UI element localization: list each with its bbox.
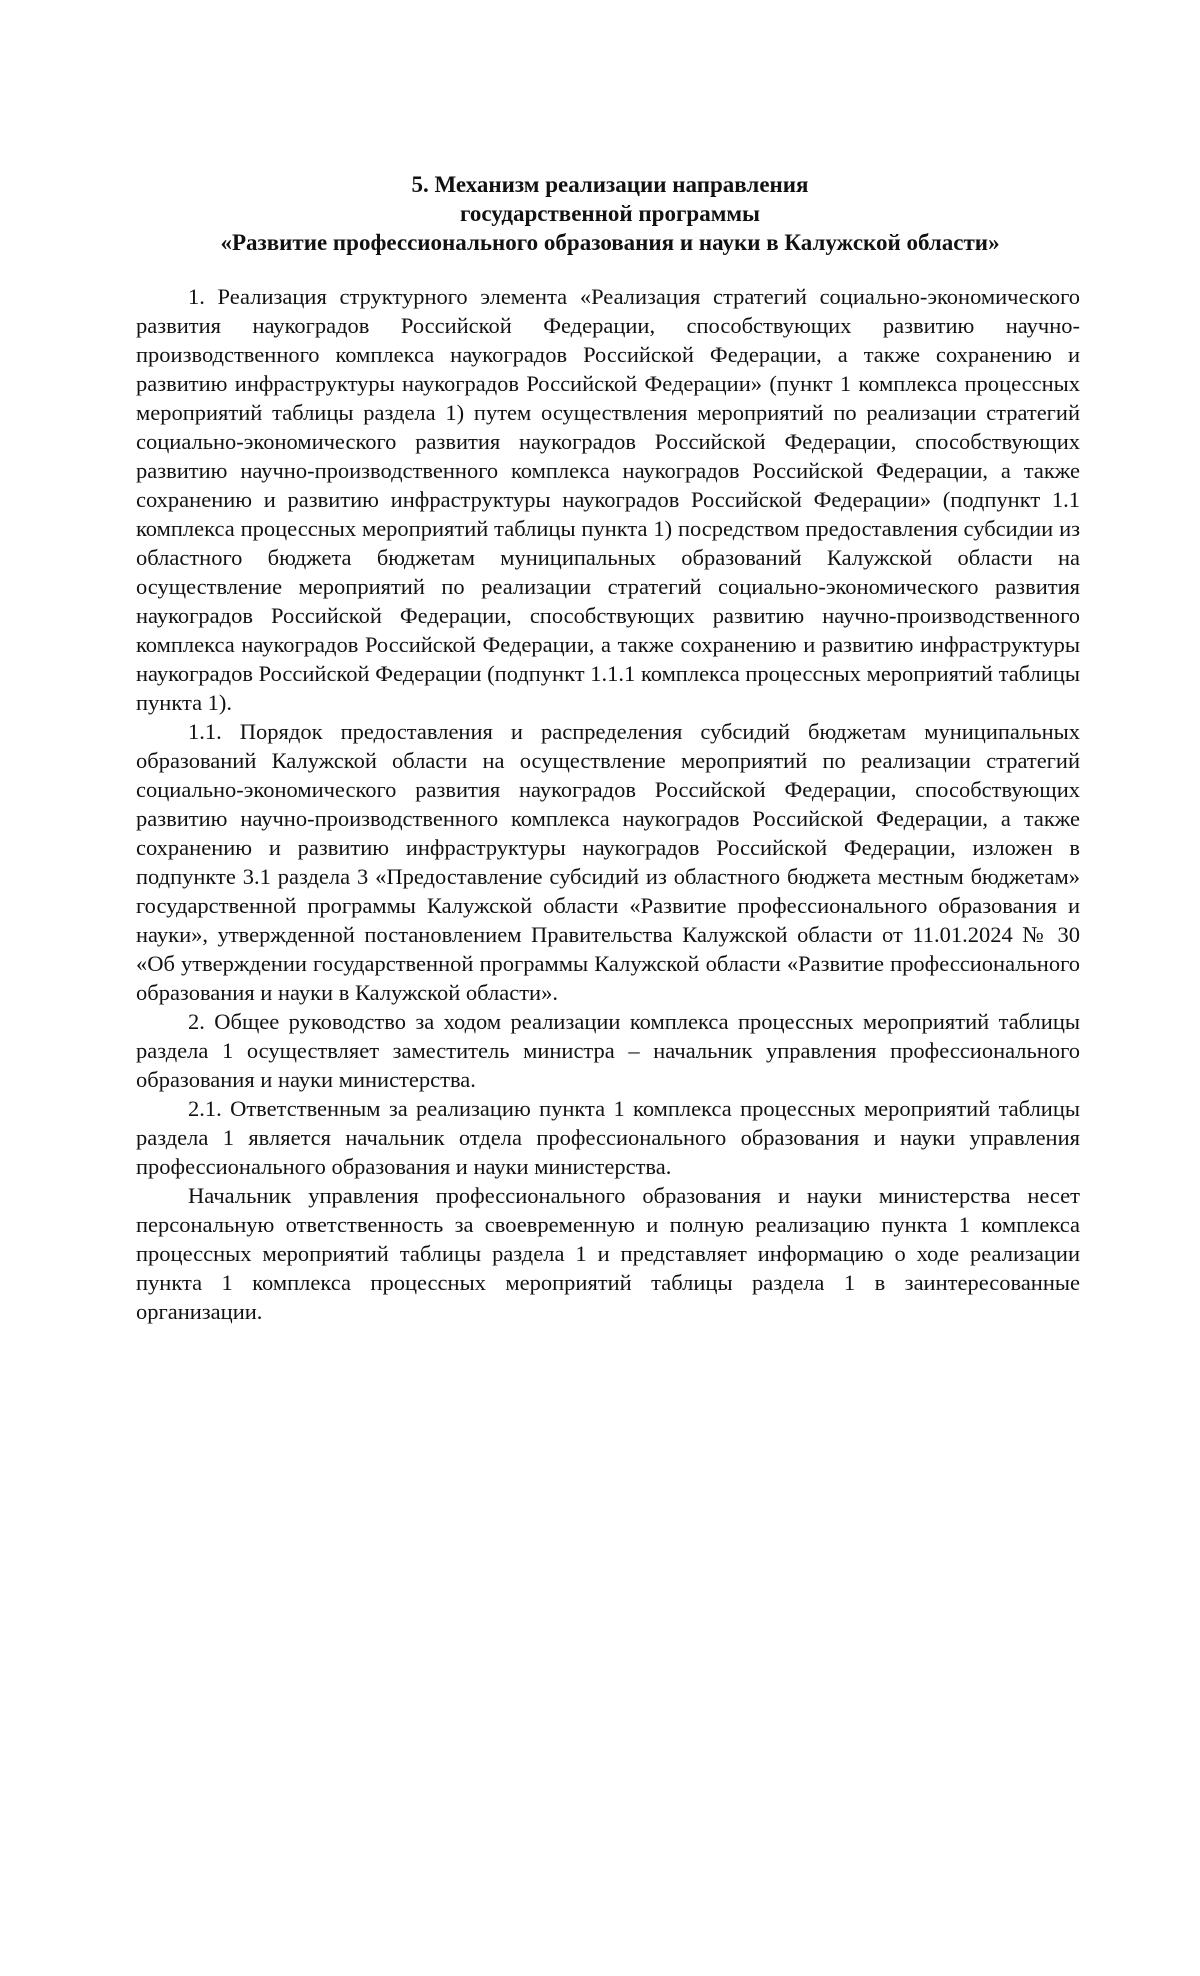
paragraph-1-1: 1.1. Порядок предоставления и распределения субсидий бюджетам муниципальных образований Калужской области на осуществление мероприятий по реализации стратегий социально-экономического развития наукоградов Российской Федерации, способствующих развитию научно-производственного комплекса наукоградов Российской Федерации, а также сохранению и развитию инфраструктуры наукоградов Российской Федерации, изложен в подпункте 3.1 раздела 3 «Предоставление субсидий из областного бюджета местным бюджетам» государственной программы Калужской области «Развитие профессионального образования и науки», утвержденной постановлением Правительства Калужской области от 11.01.2024 № 30 «Об утверждении государственной программы Калужской области «Развитие профессионального образования и науки в Калужской области». [136,719,1080,1005]
heading-line-2: государственной программы [460,201,760,226]
paragraph-2-1: 2.1. Ответственным за реализацию пункта 1 комплекса процессных мероприятий таблицы раздела 1 является начальник отдела профессионального образования и науки управления профессионального образования и науки министерства. [136,1096,1080,1179]
paragraph-2: 2. Общее руководство за ходом реализации комплекса процессных мероприятий таблицы раздела 1 осуществляет заместитель министра – начальник управления профессионального образования и науки министерства. [136,1009,1080,1092]
heading-line-1: 5. Механизм реализации направления [411,172,809,197]
section-heading [170,170,1050,257]
heading-line-3: «Развитие профессионального образования и науки в Калужской области» [220,230,1000,255]
paragraph-responsibility: Начальник управления профессионального образования и науки министерства несет персональную ответственность за своевременную и полную реализацию пункта 1 комплекса процессных мероприятий таблицы раздела 1 и представляет информацию о ходе реализации пункта 1 комплекса процессных мероприятий таблицы раздела 1 в заинтересованные организации. [136,1183,1080,1324]
document-body [136,282,1080,1326]
paragraph-1: 1. Реализация структурного элемента «Реализация стратегий социально-экономического развития наукоградов Российской Федерации, способствующих развитию научно-производственного комплекса наукоградов Российской Федерации, а также сохранению и развитию инфраструктуры наукоградов Российской Федерации» (пункт 1 комплекса процессных мероприятий таблицы раздела 1) путем осуществления мероприятий по реализации стратегий социально-экономического развития наукоградов Российской Федерации, способствующих развитию научно-производственного комплекса наукоградов Российской Федерации, а также сохранению и развитию инфраструктуры наукоградов Российской Федерации» (подпункт 1.1 комплекса процессных мероприятий таблицы пункта 1) посредством предоставления субсидии из областного бюджета бюджетам муниципальных образований Калужской области на осуществление мероприятий по реализации стратегий социально-экономического развития наукоградов Российской Федерации, способствующих развитию научно-производственного комплекса наукоградов Российской Федерации, а также сохранению и развитию инфраструктуры наукоградов Российской Федерации (подпункт 1.1.1 комплекса процессных мероприятий таблицы пункта 1). [136,284,1080,715]
